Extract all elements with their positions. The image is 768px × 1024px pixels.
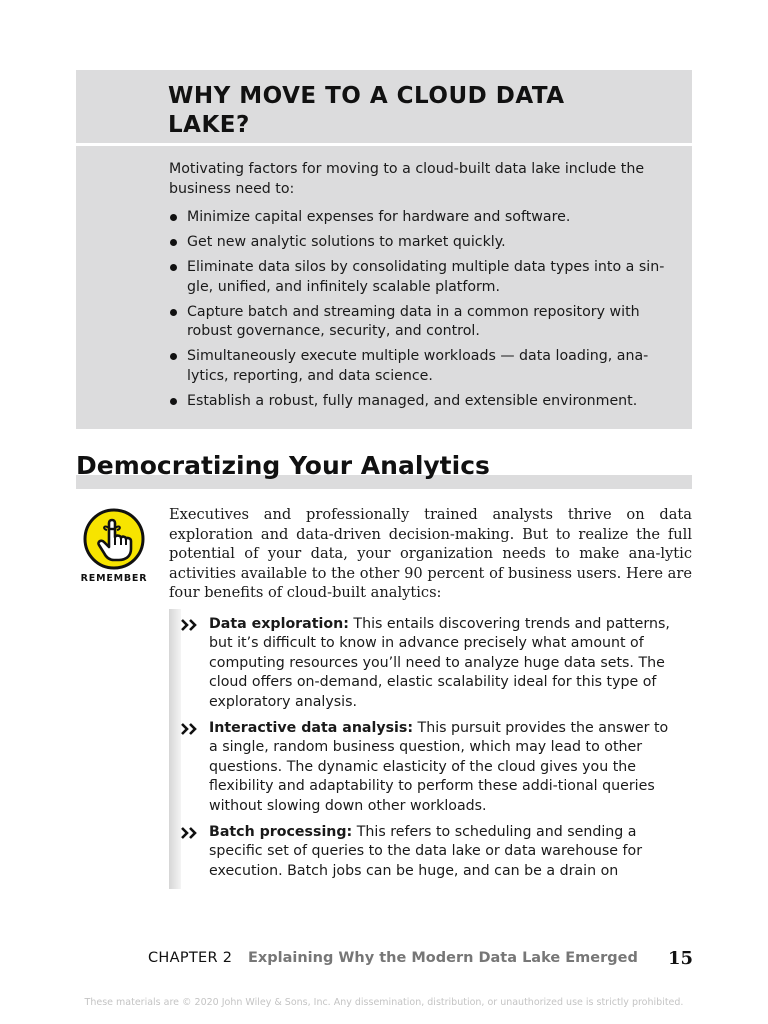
sidebar-title: WHY MOVE TO A CLOUD DATA LAKE? (168, 83, 565, 138)
list-item: Simultaneously execute multiple workloads — data loading, ana-lytics, reporting, and data science. (169, 347, 669, 386)
footer-chapter: CHAPTER 2 (148, 950, 233, 966)
list-item (181, 719, 671, 816)
double-chevron-right-icon (181, 723, 199, 735)
body-paragraph: Executives and professionally trained analysts thrive on data exploration and data-driven decision-making. But to realize the full potential of your data, your organization needs to make ana-lytic activities available to the other 90 percent of business users. Here are four benefits of cloud-built analytics: (169, 506, 692, 601)
list-item: Get new analytic solutions to market quickly. (169, 233, 669, 253)
remember-label: REMEMBER (80, 573, 148, 584)
copyright-notice: These materials are © 2020 John Wiley & Sons, Inc. Any dissemination, distribution, or unauthorized use is strictly prohibited. (84, 997, 684, 1008)
sidebar-box (76, 70, 692, 429)
benefit-list-shade (169, 609, 181, 889)
benefit-term: Batch processing: (209, 824, 353, 841)
benefit-term: Data exploration: (209, 616, 349, 632)
list-item (181, 615, 671, 712)
benefit-term: Interactive data analysis: (209, 720, 414, 737)
footer-chapter-title: Explaining Why the Modern Data Lake Emerged (248, 950, 638, 966)
double-chevron-right-icon (181, 619, 199, 631)
remember-finger-string-icon (82, 507, 146, 571)
benefit-text: This entails discovering trends and patterns, but it’s difficult to know in advance precisely what amount of computing resources you’ll need to analyze huge data sets. The cloud offers on-demand, elastic scalability ideal for this type of exploratory analysis. (209, 616, 670, 710)
page-footer (148, 948, 693, 972)
list-item: Eliminate data silos by consolidating multiple data types into a sin-gle, unified, and infinitely scalable platform. (169, 258, 669, 297)
section-title: Democratizing Your Analytics (76, 451, 490, 480)
benefit-list (181, 615, 671, 888)
list-item: Capture batch and streaming data in a common repository with robust governance, security, and control. (169, 303, 669, 342)
sidebar-intro: Motivating factors for moving to a cloud-built data lake include the business need to: (169, 161, 645, 197)
list-item: Establish a robust, fully managed, and extensible environment. (169, 392, 669, 412)
page-number: 15 (667, 948, 693, 969)
benefit-text: This pursuit provides the answer to a single, random business question, which may lead to other questions. The dynamic elasticity of the cloud gives you the flexibility and adaptability to perform these addi-tional queries without slowing down other workloads. (209, 720, 669, 814)
double-chevron-right-icon (181, 827, 199, 839)
list-item (181, 823, 671, 881)
sidebar-bullet-list (169, 208, 669, 417)
benefit-text: This refers to scheduling and sending a specific set of queries to the data lake or data warehouse for execution. Batch jobs can be huge, and can be a drain on (209, 824, 643, 879)
list-item: Minimize capital expenses for hardware and software. (169, 208, 669, 228)
